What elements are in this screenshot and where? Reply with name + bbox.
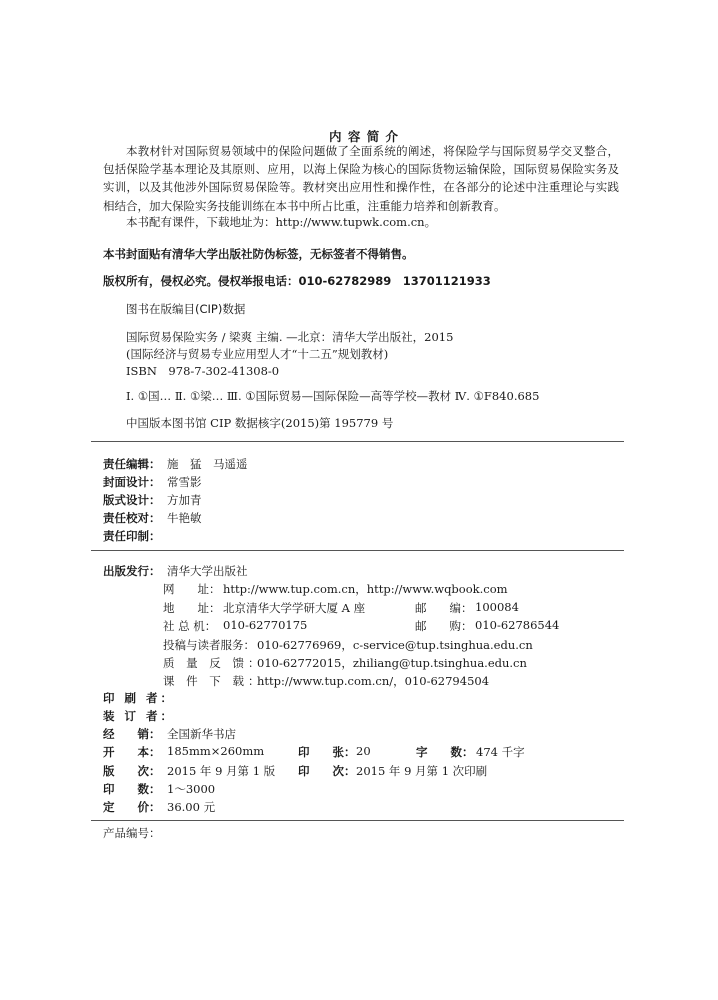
mail-order-label: 邮 购： <box>415 619 473 633</box>
divider-cip <box>91 441 624 442</box>
switchboard-label: 社 总 机： <box>163 619 217 633</box>
edition-label: 版 次： <box>103 764 161 778</box>
proof-label: 责任校对： <box>103 511 161 525</box>
product-code-label: 产品编号： <box>103 826 161 840</box>
format-value: 185mm×260mm <box>167 744 265 758</box>
divider-specs <box>91 820 624 821</box>
cip-title: 图书在版编目(CIP)数据 <box>126 302 246 316</box>
anticounterfeit-notice: 本书封面贴有清华大学出版社防伪标签，无标签者不得销售。 <box>103 247 414 261</box>
zip-value: 100084 <box>475 600 519 614</box>
cip-line2: (国际经济与贸易专业应用型人才“十二五”规划教材) <box>126 347 389 361</box>
layout-value: 方加青 <box>167 493 202 507</box>
distributor-label: 经 销： <box>103 727 161 741</box>
cip-line1: 国际贸易保险实务 / 梁爽 主编. —北京：清华大学出版社，2015 <box>126 330 454 344</box>
divider-editorial <box>91 550 624 551</box>
mail-order-value: 010-62786544 <box>475 618 560 632</box>
editor-value: 施 猛 马遥遥 <box>167 457 248 471</box>
summary-body: 本教材针对国际贸易领域中的保险问题做了全面系统的阐述，将保险学与国际贸易学交叉整合，包括保险学基本理论及其原则、应用，以海上保险为核心的国际货物运输保险，国际贸易保险实务及实训，以及其他涉外国际贸易保险等。教材突出应用性和操作性，在各部分的论述中注重理论与实践相结合，加大保险实务技能训练在本书中所占比重，注重能力培养和创新教育。 <box>103 144 619 213</box>
web-label: 网 址： <box>163 582 221 596</box>
printer-label: 印 刷 者： <box>103 691 176 705</box>
impression-value: 2015 年 9 月第 1 次印刷 <box>356 764 488 778</box>
edition-value: 2015 年 9 月第 1 版 <box>167 764 276 778</box>
print-run-value: 1～3000 <box>167 782 216 796</box>
courseware-value: http://www.tup.com.cn/，010-62794504 <box>257 674 490 688</box>
price-label: 定 价： <box>103 800 161 814</box>
publisher-label: 出版发行： <box>103 564 161 578</box>
quality-feedback-value: 010-62772015，zhiliang@tup.tsinghua.edu.cn <box>257 656 527 670</box>
summary-heading: 内 容 简 介 <box>329 129 400 144</box>
binder-label: 装 订 者： <box>103 709 176 723</box>
editor-label: 责任编辑： <box>103 457 161 471</box>
proof-value: 牛艳敏 <box>167 511 202 525</box>
word-count-value: 474 千字 <box>476 745 525 759</box>
quality-feedback-label: 质 量 反 馈： <box>163 656 264 670</box>
print-supervisor-label: 责任印制： <box>103 529 161 543</box>
download-line: 本书配有课件，下载地址为：http://www.tupwk.com.cn。 <box>126 215 437 229</box>
layout-label: 版式设计： <box>103 493 161 507</box>
address-value: 北京清华大学学研大厦 A 座 <box>223 601 366 615</box>
web-value: http://www.tup.com.cn，http://www.wqbook.com <box>223 582 508 596</box>
word-count-label: 字 数： <box>416 745 474 759</box>
reader-service-value: 010-62776969，c-service@tup.tsinghua.edu.cn <box>257 638 533 652</box>
sheets-label: 印 张： <box>298 745 356 759</box>
courseware-label: 课 件 下 载： <box>163 674 264 688</box>
impression-label: 印 次： <box>298 764 356 778</box>
cover-label: 封面设计： <box>103 475 161 489</box>
switchboard-value: 010-62770175 <box>223 618 308 632</box>
publisher-name: 清华大学出版社 <box>167 564 248 578</box>
distributor-value: 全国新华书店 <box>167 727 236 741</box>
address-label: 地 址： <box>163 601 221 615</box>
copyright-notice: 版权所有，侵权必究。侵权举报电话：010-62782989 13701121933 <box>103 274 491 288</box>
print-run-label: 印 数： <box>103 782 161 796</box>
reader-service-label: 投稿与读者服务： <box>163 638 255 652</box>
format-label: 开 本： <box>103 745 161 759</box>
cover-value: 常雪影 <box>167 475 202 489</box>
cip-isbn: ISBN 978-7-302-41308-0 <box>126 364 280 378</box>
cip-classification: Ⅰ. ①国… Ⅱ. ①梁… Ⅲ. ①国际贸易—国际保险—高等学校—教材 Ⅳ. ①F840.685 <box>126 389 540 403</box>
zip-label: 邮 编： <box>415 601 473 615</box>
sheets-value: 20 <box>356 744 371 758</box>
cip-record: 中国版本图书馆 CIP 数据核字(2015)第 195779 号 <box>126 416 394 430</box>
price-value: 36.00 元 <box>167 800 216 814</box>
